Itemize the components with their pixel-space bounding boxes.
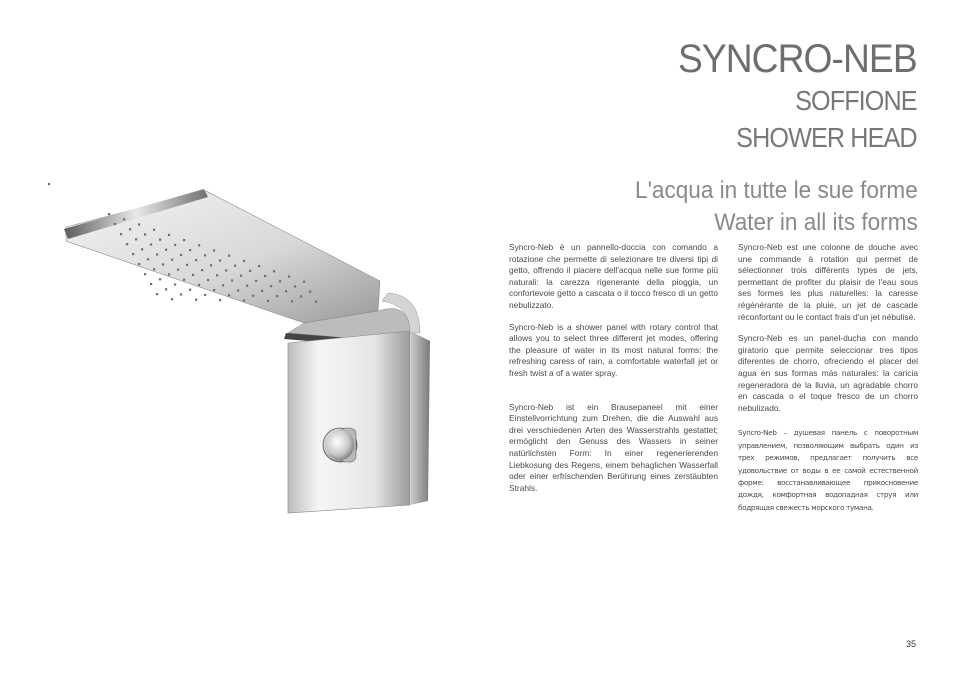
nozzle-dot: [315, 301, 317, 303]
nozzle-dot: [309, 291, 311, 293]
nozzle-dot: [195, 259, 197, 261]
nozzle-dot: [228, 294, 230, 296]
nozzle-dot: [159, 278, 161, 280]
nozzle-dot: [138, 263, 140, 265]
nozzle-dot: [147, 258, 149, 260]
nozzle-dot: [240, 275, 242, 277]
nozzle-dot: [237, 289, 239, 291]
description-italian: Syncro-Neb è un pannello-doccia con comando a rotazione che permette di selezionare tre diversi tipi di getto, offrendo il piacere dell'acqua nelle sue forme più naturali: la carezza rigenerante della pioggia, un confortevole getto a cascata o il tocco fresco di un getto nebulizzato.: [509, 242, 718, 310]
nozzle-dot: [141, 248, 143, 250]
shower-panel-photo: [48, 183, 458, 545]
nozzle-dot: [234, 265, 236, 267]
nozzle-dot: [279, 280, 281, 282]
nozzle-dot: [252, 295, 254, 297]
nozzle-dot: [114, 223, 116, 225]
nozzle-dot: [294, 285, 296, 287]
nozzle-dot: [291, 300, 293, 302]
nozzle-dot: [183, 239, 185, 241]
nozzle-dot: [183, 279, 185, 281]
nozzle-dot: [177, 269, 179, 271]
nozzle-dot: [174, 283, 176, 285]
nozzle-dot: [150, 283, 152, 285]
description-english: Syncro-Neb is a shower panel with rotary control that allows you to select three different jet modes, offering the pleasure of water in its most natural forms: the refreshing caress of rain, a comfortable waterfall jet or fresh twist a of a water spray.: [509, 321, 718, 378]
nozzle-dot: [243, 299, 245, 301]
nozzle-dot: [192, 274, 194, 276]
nozzle-dot: [213, 249, 215, 251]
nozzle-dot: [180, 254, 182, 256]
nozzle-dot: [222, 284, 224, 286]
nozzle-dot: [180, 293, 182, 295]
nozzle-dot: [159, 239, 161, 241]
nozzle-dot: [255, 280, 257, 282]
nozzle-dot: [246, 285, 248, 287]
nozzle-dot: [267, 300, 269, 302]
nozzle-dot: [165, 288, 167, 290]
nozzle-dot: [264, 275, 266, 277]
page-number: 35: [905, 639, 916, 649]
nozzle-dot: [228, 255, 230, 257]
nozzle-dot: [213, 289, 215, 291]
nozzle-dot: [276, 295, 278, 297]
nozzle-dot: [156, 293, 158, 295]
nozzle-dot: [171, 259, 173, 261]
nozzle-dot: [174, 244, 176, 246]
nozzle-dot: [138, 223, 140, 225]
tagline-italian: L'acqua in tutte le sue forme: [635, 177, 918, 204]
nozzle-dot: [129, 228, 131, 230]
nozzle-dot: [195, 299, 197, 301]
nozzle-dot: [231, 279, 233, 281]
nozzle-dot: [120, 233, 122, 235]
nozzle-dot: [303, 281, 305, 283]
tagline-english: Water in all its forms: [714, 209, 918, 236]
nozzle-dot: [273, 270, 275, 272]
subtitle-line-2: SHOWER HEAD: [736, 122, 917, 153]
nozzle-dot: [201, 269, 203, 271]
nozzle-dot: [219, 299, 221, 301]
nozzle-dot: [189, 249, 191, 251]
nozzle-dot: [300, 295, 302, 297]
nozzle-dot: [204, 294, 206, 296]
nozzle-dot: [168, 273, 170, 275]
nozzle-dot: [171, 298, 173, 300]
nozzle-dot: [210, 264, 212, 266]
nozzle-dot: [168, 234, 170, 236]
nozzle-dot: [219, 259, 221, 261]
nozzle-dot: [165, 249, 167, 251]
nozzle-dot: [162, 263, 164, 265]
nozzle-dot: [198, 244, 200, 246]
nozzle-dot: [258, 265, 260, 267]
nozzle-dot: [285, 290, 287, 292]
nozzle-dot: [243, 260, 245, 262]
nozzle-dot: [198, 284, 200, 286]
description-russian: Syncro-Neb – душевая панель с поворотным управлением, позволяющим выбрать один из трех режимов, предлагает получить все удовольствие от воды в ее самой естественной форме: восстанавливающее прикосновение дождя, комфортная водопадная струя или бодрящая свежесть морского тумана.: [738, 428, 918, 512]
nozzle-dot: [153, 229, 155, 231]
nozzle-dot: [225, 269, 227, 271]
nozzle-dot: [204, 254, 206, 256]
description-spanish: Syncro-Neb es un panel-ducha con mando giratorio que permite seleccionar tres tipos diferentes de chorro, ofreciendo el placer del agua en sus formas más naturales: la caricia regeneradora de la lluvia, un agradable chorro en cascada o el toque fresco de un chorro nebulizado.: [738, 333, 918, 413]
nozzle-dot: [207, 279, 209, 281]
nozzle-dot: [144, 233, 146, 235]
nozzle-dot: [288, 275, 290, 277]
title-block: [660, 36, 917, 156]
description-french: Syncro-Neb est une colonne de douche avec une commande à rotation qui permet de sélectionner trois différents types de jets, permettant de profiter du plaisir de l'eau sous ses formes les plus naturelles: la caresse régénérante de la pluie, un jet de cascade réconfortant ou le contact frais d'un jet nébulisé.: [738, 242, 918, 322]
text-column-right: [738, 242, 918, 524]
nozzle-dot: [216, 274, 218, 276]
nozzle-dot: [126, 243, 128, 245]
nozzle-dot: [189, 289, 191, 291]
shower-panel-icon: [48, 183, 458, 545]
nozzle-dot: [156, 253, 158, 255]
nozzle-dot: [270, 285, 272, 287]
nozzle-dot: [186, 264, 188, 266]
nozzle-dot: [150, 243, 152, 245]
text-column-left: [509, 242, 718, 504]
tagline-block: [617, 175, 918, 239]
nozzle-dot: [144, 273, 146, 275]
nozzle-dot: [261, 290, 263, 292]
nozzle-dot: [108, 213, 110, 215]
page-title: SYNCRO-NEB: [678, 37, 917, 81]
knob-icon: [323, 428, 357, 462]
nozzle-dot: [249, 270, 251, 272]
nozzle-dot: [132, 253, 134, 255]
description-german: Syncro-Neb ist ein Brausepaneel mit einer Einstellvorrichtung zum Drehen, die die Auswahl aus drei verschiedenen Arten des Wasserstrahls gestattet; ermöglicht den Genuss des Wassers in seiner natürlichsten Form: In einer regenerierenden Liebkosung des Regens, einem behaglichen Wasserfall oder einer erfrischenden Berührung eines zerstäubten Strahls.: [509, 401, 718, 493]
nozzle-dot: [135, 238, 137, 240]
subtitle-line-1: SOFFIONE: [795, 85, 917, 116]
nozzle-dot: [123, 218, 125, 220]
nozzle-dot: [153, 268, 155, 270]
